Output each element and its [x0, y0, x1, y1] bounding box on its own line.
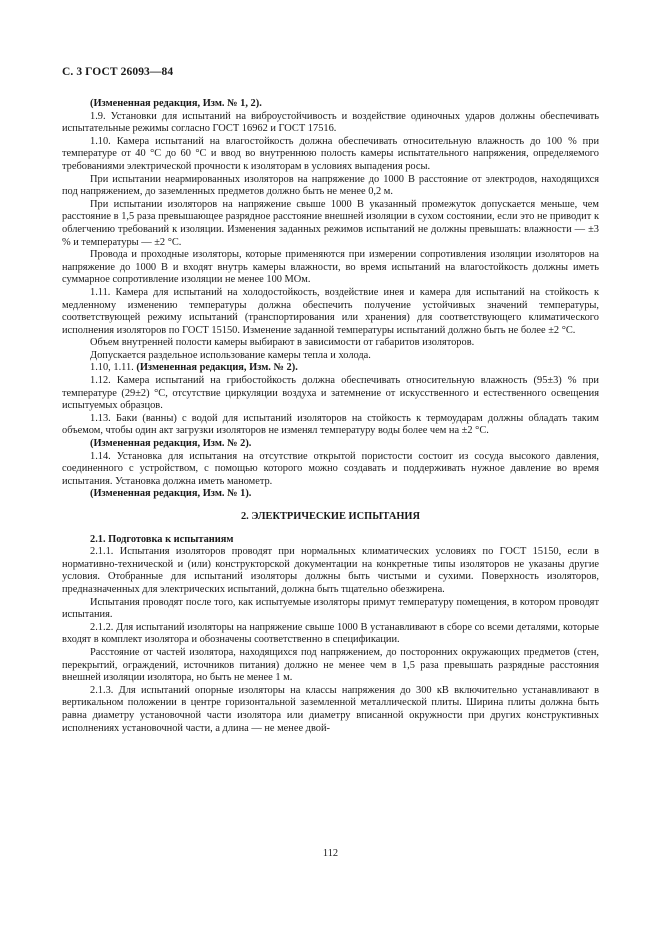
- page-number: 112: [322, 848, 339, 859]
- body-text: [62, 98, 599, 735]
- paragraph: 1.10. Камера испытаний на влагостойкость должна обеспечивать относительную влажность до 100 % при температуре от 40 °С до 60 °С и ввод во внутреннюю полость камеры испытательного напряжения, определяемого требованиями электрической прочности к изоляторам в условиях выпадения росы.: [62, 135, 599, 172]
- paragraph: 2.1.3. Для испытаний опорные изоляторы на классы напряжения до 300 кВ включительно устанавливают в вертикальном положении в центре горизонтальной заземленной металлической плиты. Ширина плиты должна быть равна диаметру установочной части изолятора или диаметру вписанной окружности при других конструктивных исполнениях установочной части, а длина — не менее двой-: [62, 684, 599, 734]
- paragraph: Испытания проводят после того, как испытуемые изоляторы примут температуру помещения, в котором проводят испытания.: [62, 596, 599, 621]
- page-header: С. 3 ГОСТ 26093—84: [62, 66, 174, 78]
- subsection-title: 2.1. Подготовка к испытаниям: [90, 533, 234, 545]
- paragraph: Допускается раздельное использование камеры тепла и холода.: [90, 349, 371, 361]
- amendment-note: (Измененная редакция, Изм. № 1, 2).: [90, 98, 262, 109]
- paragraph: 1.9. Установки для испытаний на виброустойчивость и воздействие одиночных ударов должны обеспечивать испытательные режимы согласно ГОСТ 16962 и ГОСТ 17516.: [62, 110, 599, 135]
- paragraph: 1.14. Установка для испытания на отсутствие открытой пористости состоит из сосуда высокого давления, соединенного с устройством, с помощью которого можно создавать и поддерживать нужное давление во время испытания. Установка должна иметь манометр.: [62, 450, 599, 487]
- paragraph: Расстояние от частей изолятора, находящихся под напряжением, до посторонних окружающих предметов (стен, перекрытий, ограждений, источников питания) должно не менее чем в 1,5 раза превышать разрядные расстояния внешней изоляции изолятора, но быть не менее 1 м.: [62, 646, 599, 684]
- paragraph: 1.11. Камера для испытаний на холодостойкость, воздействие инея и камера для испытаний на стойкость к медленному изменению температуры должна обеспечить получение устойчивых значений температуры, соответствующей режиму испытаний (транспортирования или хранения) для соответствующего климатического исполнения изоляторов по ГОСТ 15150. Изменение заданной температуры испытаний должно быть не более ±2 °С.: [62, 286, 599, 336]
- paragraph: При испытании неармированных изоляторов на напряжение до 1000 В расстояние от электродов, находящихся под напряжением, до заземленных предметов должно быть не менее 0,2 м.: [62, 173, 599, 198]
- paragraph: Провода и проходные изоляторы, которые применяются при измерении сопротивления изоляции изоляторов на напряжение до 1000 В и входят внутрь камеры влажности, во время испытаний на влагостойкость должны иметь суммарное сопротивление изоляции не менее 100 МОм.: [62, 249, 599, 286]
- amendment-note: (Измененная редакция, Изм. № 2).: [136, 362, 298, 374]
- paragraph: 2.1.1. Испытания изоляторов проводят при нормальных климатических условиях по ГОСТ 15150, если в нормативно-технической и (или) конструкторской документации на конкретные типы изоляторов не указаны другие условия. Отобранные для испытаний изоляторы должны быть чистыми и сухими. Поверхность изоляторов, предназначенных для электрических испытаний, должна быть тщательно обезжирена.: [62, 546, 599, 595]
- clause-ref: 1.10, 1.11.: [90, 362, 134, 374]
- paragraph: [62, 362, 599, 375]
- section-title: 2. ЭЛЕКТРИЧЕСКИЕ ИСПЫТАНИЯ: [240, 511, 420, 522]
- paragraph: 2.1.2. Для испытаний изоляторы на напряжение свыше 1000 В устанавливают в сборе со всеми деталями, которые входят в комплект изолятора и обозначены соответственно в спецификации.: [62, 621, 599, 646]
- amendment-note: (Измененная редакция, Изм. № 2).: [90, 438, 252, 450]
- paragraph: При испытании изоляторов на напряжение свыше 1000 В указанный промежуток допускается меньше, чем расстояние в 1,5 раза превышающее разрядное расстояние внешней изоляции в сухом состоянии, если это не приводит к облегчению требований к изоляции. Изменения заданных режимов испытаний не должны превышать: влажности — ±3 % и температуры — ±2 °С.: [62, 198, 599, 248]
- paragraph: Объем внутренней полости камеры выбирают в зависимости от габаритов изоляторов.: [90, 337, 475, 349]
- paragraph: 1.12. Камера испытаний на грибостойкость должна обеспечивать относительную влажность (95±3) % при температуре (29±2) °С, отсутствие циркуляции воздуха и затемнение от искусственного и естественного освещения испытуемых образцов.: [62, 375, 599, 412]
- paragraph: 1.13. Баки (ванны) с водой для испытаний изоляторов на стойкость к термоударам должны обладать таким объемом, чтобы один акт загрузки изоляторов не изменял температуру воды более чем на ±2 °С.: [62, 412, 599, 437]
- amendment-note: (Измененная редакция, Изм. № 1).: [90, 488, 252, 500]
